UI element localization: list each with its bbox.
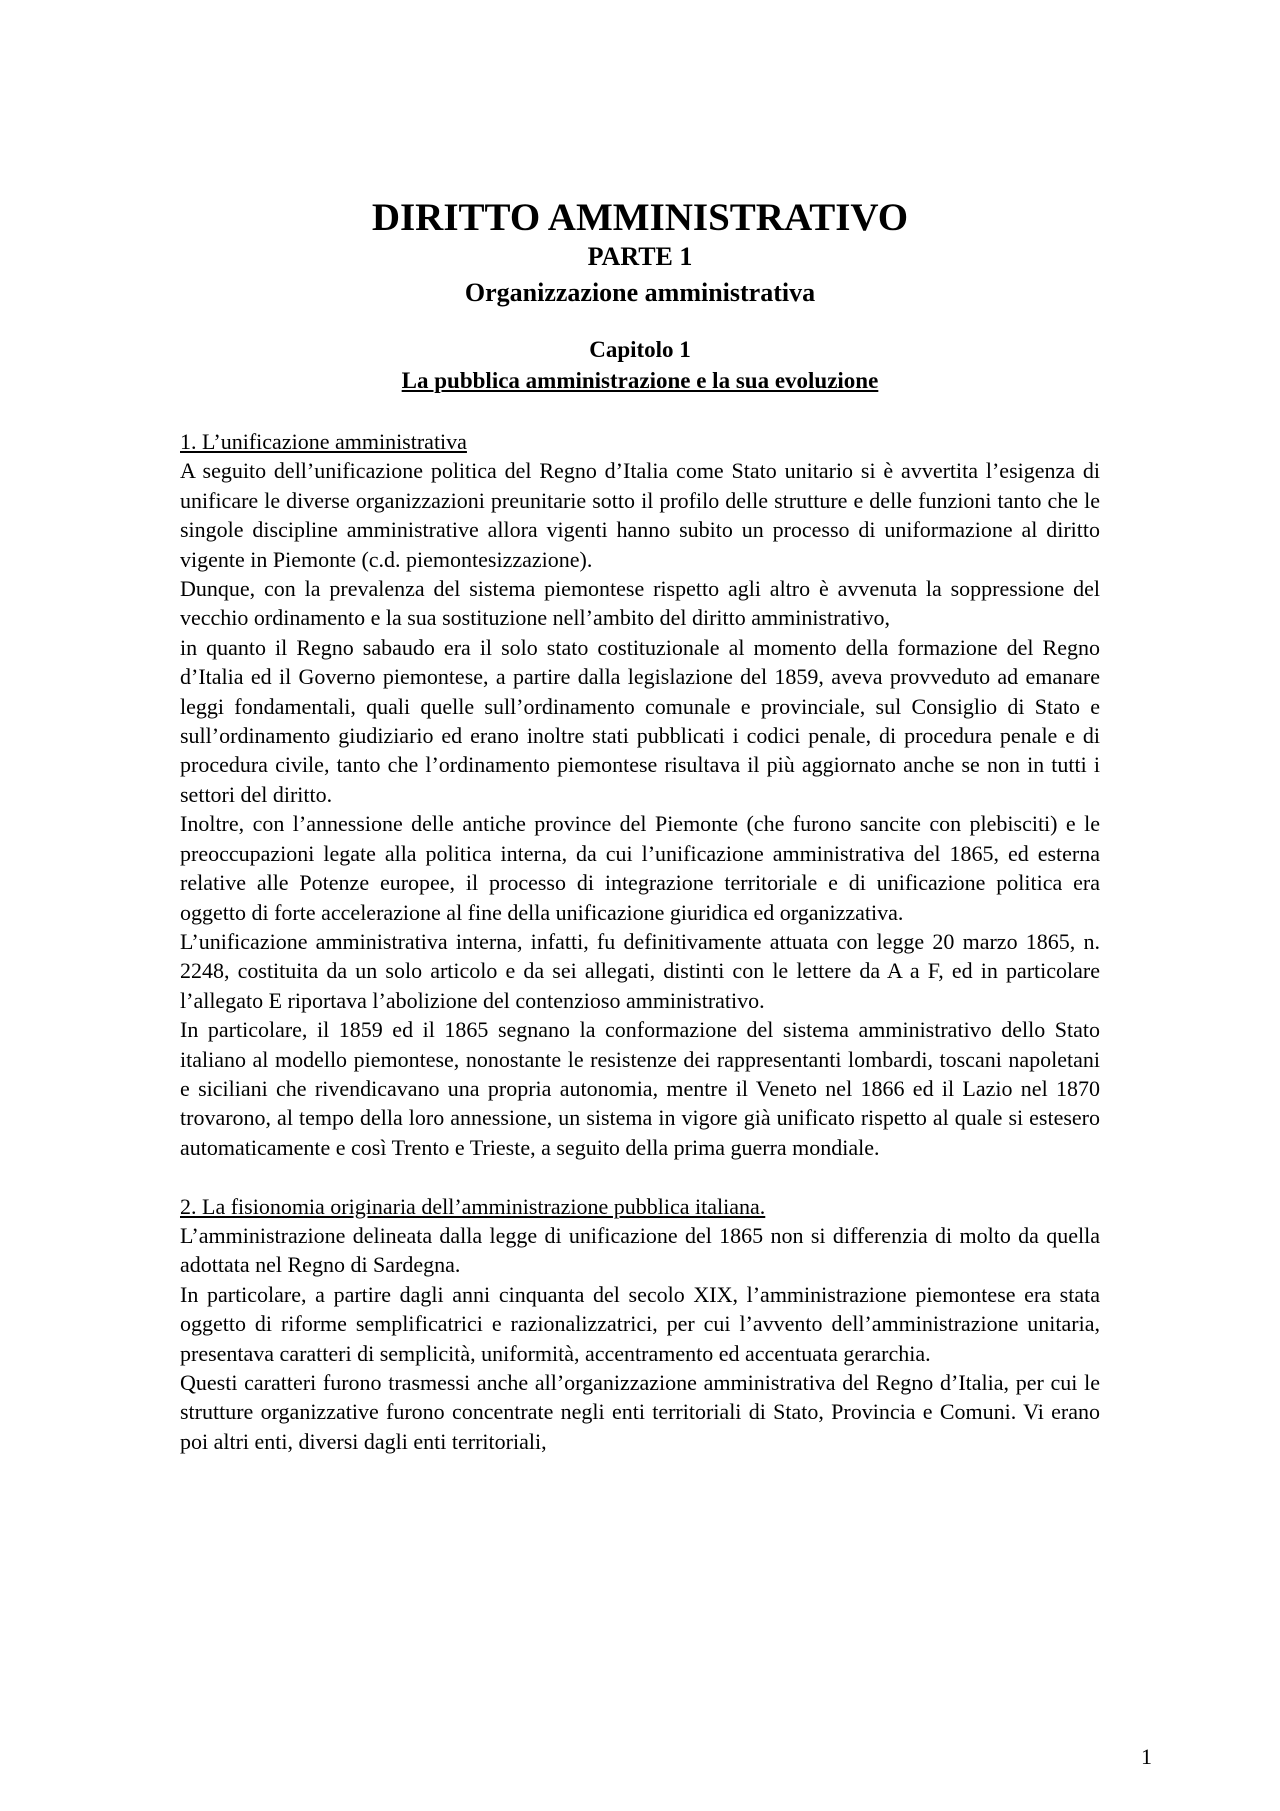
paragraph: L’unificazione amministrativa interna, infatti, fu definitivamente attuata con legge 20 marzo 1865, n. 2248, costituita da un solo articolo e da sei allegati, distinti con le lettere da A a F, ed in particolare l’allegato E riportava l’abolizione del contenzioso amministrativo. — [180, 928, 1100, 1013]
document-title: DIRITTO AMMINISTRATIVO — [371, 196, 909, 239]
paragraph: A seguito dell’unificazione politica del Regno d’Italia come Stato unitario si è avvertita l’esigenza di unificare le diverse organizzazioni preunitarie sotto il profilo delle strutture e delle funzioni tanto che le singole discipline amministrative allora vigenti hanno subito un processo di uniformazione al diritto vigente in Piemonte (c.d. piemontesizzazione). — [180, 458, 1100, 572]
chapter-title: La pubblica amministrazione e la sua evoluzione — [401, 368, 879, 393]
page-number: 1 — [1141, 1744, 1152, 1769]
section-spacer — [180, 1162, 1100, 1191]
part-label: PARTE 1 — [587, 242, 693, 271]
paragraph: In particolare, il 1859 ed il 1865 segnano la conformazione del sistema amministrativo dello Stato italiano al modello piemontese, nonostante le resistenze dei rappresentanti lombardi, toscani napoletani e siciliani che rivendicavano una propria autonomia, mentre il Veneto nel 1866 ed il Lazio nel 1870 trovarono, al tempo della loro annessione, un sistema in vigore già unificato rispetto al quale si estesero automaticamente e così Trento e Trieste, a seguito della prima guerra mondiale. — [180, 1017, 1100, 1160]
section-heading: 2. La fisionomia originaria dell’amministrazione pubblica italiana. — [180, 1193, 766, 1219]
paragraph: in quanto il Regno sabaudo era il solo stato costituzionale al momento della formazione del Regno d’Italia ed il Governo piemontese, a partire dalla legislazione del 1859, aveva provveduto ad emanare leggi fondamentali, quali quelle sull’ordinamento comunale e provinciale, sul Consiglio di Stato e sull’ordinamento giudiziario ed erano inoltre stati pubblicati i codici penale, di procedura penale e di procedura civile, tanto che l’ordinamento piemontese risultava il più aggiornato anche se non in tutti i settori del diritto. — [180, 634, 1100, 807]
chapter-number: Capitolo 1 — [589, 337, 691, 362]
paragraph: In particolare, a partire dagli anni cinquanta del secolo XIX, l’amministrazione piemontese era stata oggetto di riforme semplificatrici e razionalizzatrici, per cui l’avvento dell’amministrazione unitaria, presentava caratteri di semplicità, uniformità, accentramento ed accentuata gerarchia. — [180, 1281, 1100, 1366]
paragraph: L’amministrazione delineata dalla legge di unificazione del 1865 non si differenzia di molto da quella adottata nel Regno di Sardegna. — [180, 1222, 1100, 1278]
paragraph: Questi caratteri furono trasmessi anche all’organizzazione amministrativa del Regno d’Italia, per cui le strutture organizzative furono concentrate negli enti territoriali di Stato, Provincia e Comuni. Vi erano poi altri enti, diversi dagli enti territoriali, — [180, 1369, 1100, 1454]
paragraph: Dunque, con la prevalenza del sistema piemontese rispetto agli altro è avvenuta la soppressione del vecchio ordinamento e la sua sostituzione nell’ambito del diritto amministrativo, — [180, 576, 1100, 631]
section-heading: 1. L’unificazione amministrativa — [180, 429, 467, 454]
document-header — [180, 196, 1100, 396]
section-1 — [180, 427, 1100, 1162]
paragraph: Inoltre, con l’annessione delle antiche province del Piemonte (che furono sancite con plebisciti) e le preoccupazioni legate alla politica interna, da cui l’unificazione amministrativa del 1865, ed esterna relative alle Potenze europee, il processo di integrazione territoriale e di unificazione politica era oggetto di forte accelerazione al fine della unificazione giuridica ed organizzativa. — [180, 811, 1100, 925]
section-2 — [180, 1192, 1100, 1457]
document-body — [180, 427, 1100, 1456]
part-subtitle: Organizzazione amministrativa — [464, 278, 816, 307]
